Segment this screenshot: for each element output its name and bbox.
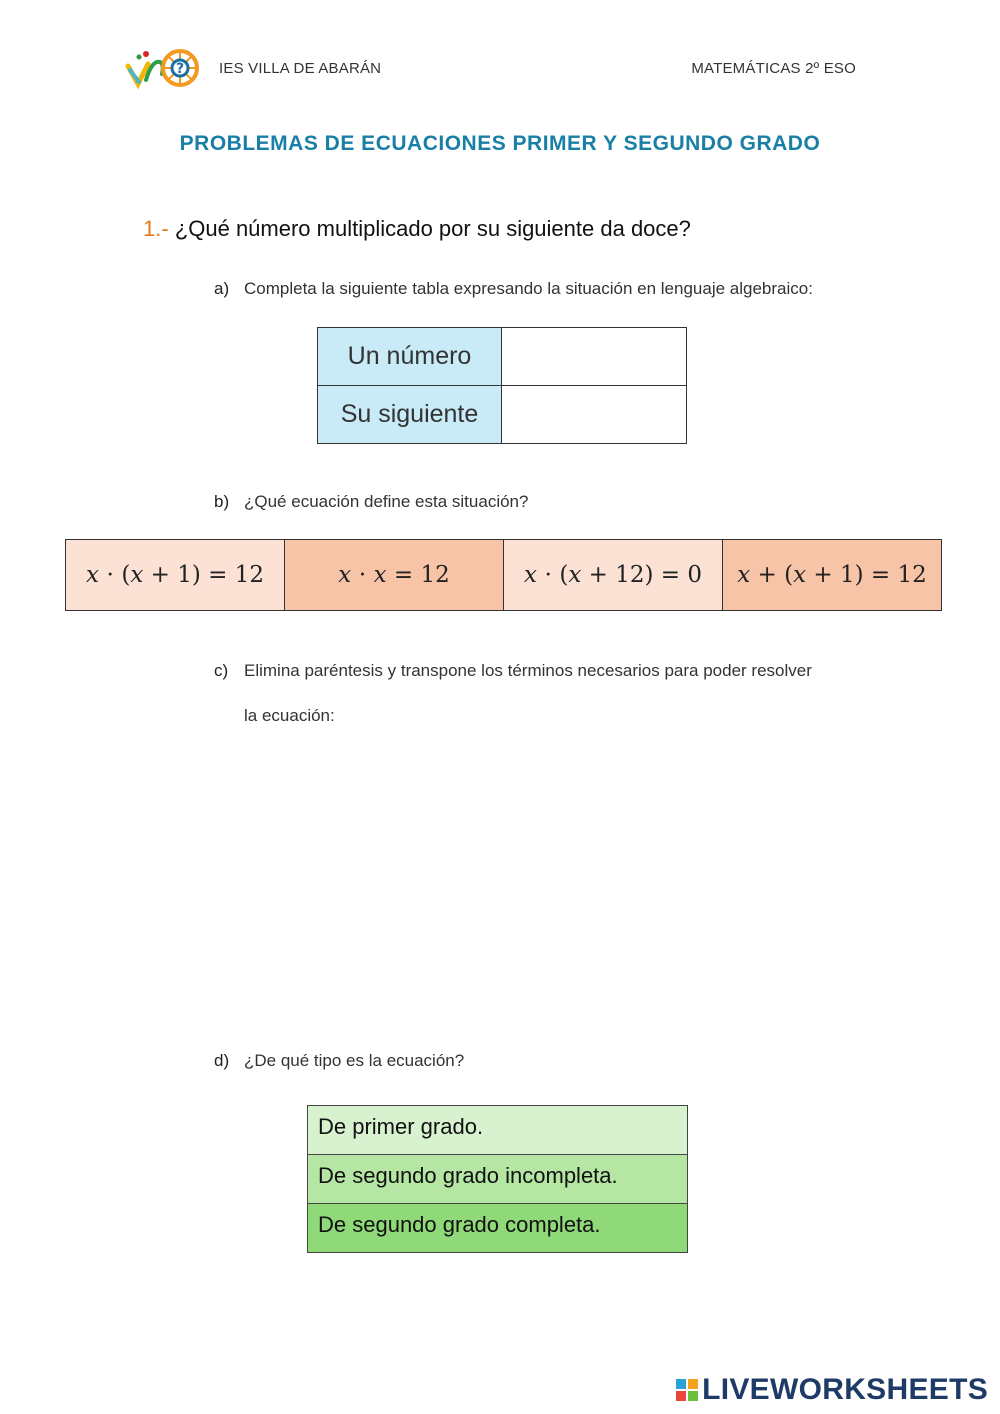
answer-cell-next[interactable] — [502, 386, 687, 444]
table-row — [318, 386, 687, 444]
part-a-text: Completa la siguiente tabla expresando la situación en lenguaje algebraico: — [244, 279, 813, 298]
part-b-letter: b) — [214, 492, 230, 511]
type-option-second-complete[interactable]: De segundo grado completa. — [308, 1204, 688, 1253]
part-d-text: ¿De qué tipo es la ecuación? — [244, 1051, 465, 1070]
part-c-text-line1: Elimina paréntesis y transpone los términos necesarios para poder resolver — [244, 661, 812, 680]
question-number: 1.- — [143, 216, 169, 241]
equation-option-1[interactable]: 𝑥 ⋅ (𝑥 + 1) = 12 — [66, 540, 285, 611]
liveworksheets-brand — [676, 1372, 988, 1408]
question-1 — [143, 216, 691, 242]
liveworksheets-logo-icon — [676, 1379, 698, 1401]
school-name: IES VILLA DE ABARÁN — [219, 60, 382, 77]
page-title: PROBLEMAS DE ECUACIONES PRIMER Y SEGUNDO GRADO — [179, 132, 821, 155]
row-label-next: Su siguiente — [318, 386, 502, 444]
svg-text:?: ? — [176, 61, 185, 77]
part-c-letter: c) — [214, 661, 229, 680]
part-b-text: ¿Qué ecuación define esta situación? — [244, 492, 529, 511]
answer-cell-number[interactable] — [502, 328, 687, 386]
equation-options — [65, 539, 942, 611]
equation-option-4[interactable]: 𝑥 + (𝑥 + 1) = 12 — [723, 540, 942, 611]
type-option-second-incomplete[interactable]: De segundo grado incompleta. — [308, 1155, 688, 1204]
part-c-text-line2: la ecuación: — [244, 706, 335, 725]
school-logo — [124, 44, 202, 94]
equation-type-options — [307, 1105, 688, 1253]
part-d-letter: d) — [214, 1051, 230, 1070]
brand-square — [676, 1391, 686, 1401]
algebra-table — [317, 327, 687, 444]
question-text: ¿Qué número multiplicado por su siguiente da doce? — [174, 216, 691, 241]
brand-square — [688, 1391, 698, 1401]
table-row — [318, 328, 687, 386]
row-label-number: Un número — [318, 328, 502, 386]
part-a-letter: a) — [214, 279, 230, 298]
brand-square — [688, 1379, 698, 1389]
equation-option-3[interactable]: 𝑥 ⋅ (𝑥 + 12) = 0 — [504, 540, 723, 611]
brand-text: LIVEWORKSHEETS — [702, 1373, 988, 1406]
type-option-first-degree[interactable]: De primer grado. — [308, 1106, 688, 1155]
brand-square — [676, 1379, 686, 1389]
subject-name: MATEMÁTICAS 2º ESO — [691, 60, 856, 77]
answer-area[interactable] — [244, 740, 864, 1030]
equation-option-2[interactable]: 𝑥 ⋅ 𝑥 = 12 — [285, 540, 504, 611]
